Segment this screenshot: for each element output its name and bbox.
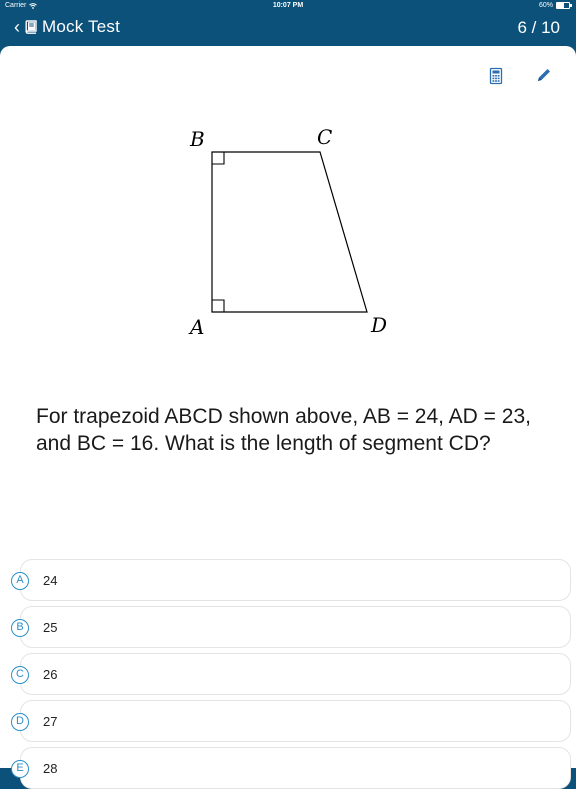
page-title: Mock Test xyxy=(42,17,121,36)
option-box xyxy=(20,653,571,695)
pencil-icon[interactable] xyxy=(535,66,553,84)
vertex-label-c: C xyxy=(317,125,333,149)
battery-icon xyxy=(556,2,570,9)
option-box xyxy=(20,606,571,648)
battery-percent: 60% xyxy=(538,2,553,9)
option-value: 25 xyxy=(43,620,58,635)
vertex-label-d: D xyxy=(371,313,388,337)
nav-bar xyxy=(0,13,576,44)
battery-fill xyxy=(557,3,564,8)
option-letter: C xyxy=(11,666,29,684)
answer-option-a[interactable] xyxy=(0,559,576,601)
option-box xyxy=(20,747,571,789)
option-value: 24 xyxy=(43,573,58,588)
question-card xyxy=(0,46,576,776)
trapezoid-diagram xyxy=(160,116,420,346)
question-progress: 6 / 10 xyxy=(517,18,560,37)
answer-option-c[interactable] xyxy=(0,653,576,695)
answer-option-b[interactable] xyxy=(0,606,576,648)
chevron-left-icon: ‹ xyxy=(14,17,20,37)
option-letter: D xyxy=(11,713,29,731)
option-letter: B xyxy=(11,619,29,637)
option-box xyxy=(20,559,571,601)
option-value: 27 xyxy=(43,714,58,729)
status-time: 10:07 PM xyxy=(272,2,304,9)
vertex-label-b: B xyxy=(190,127,205,151)
answer-option-d[interactable] xyxy=(0,700,576,742)
question-text: For trapezoid ABCD shown above, AB = 24, AD = 23, and BC = 16. What is the length of segment CD? xyxy=(36,405,531,455)
option-letter: A xyxy=(11,572,29,590)
status-bar xyxy=(0,0,576,13)
calculator-icon[interactable] xyxy=(487,67,505,85)
back-button[interactable] xyxy=(14,17,120,37)
book-icon xyxy=(24,20,38,34)
option-box xyxy=(20,700,571,742)
option-value: 28 xyxy=(43,761,58,776)
battery-status xyxy=(539,2,570,9)
vertex-label-a: A xyxy=(190,315,205,339)
trapezoid-shape xyxy=(212,152,367,312)
carrier-label: Carrier xyxy=(5,2,27,9)
answer-option-e[interactable] xyxy=(0,747,576,789)
option-letter: E xyxy=(11,760,29,778)
option-value: 26 xyxy=(43,667,58,682)
